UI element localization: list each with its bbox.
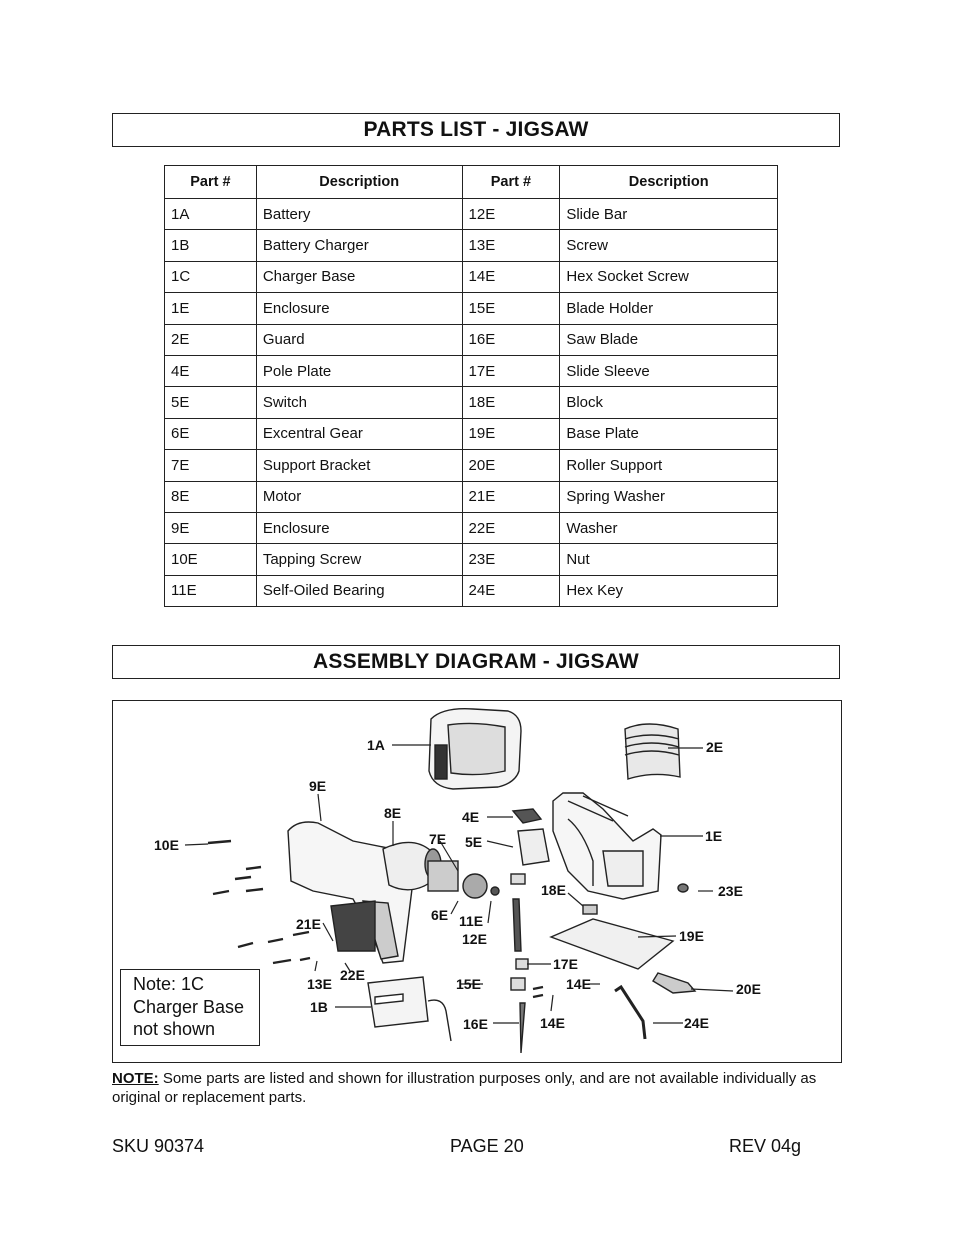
table-row bbox=[165, 355, 778, 386]
description-cell: Spring Washer bbox=[560, 481, 778, 512]
part-number-cell: 15E bbox=[462, 293, 560, 324]
callout-15E: 15E bbox=[456, 976, 481, 992]
part-number-cell: 1B bbox=[165, 230, 257, 261]
description-cell: Roller Support bbox=[560, 450, 778, 481]
header-part-number: Part # bbox=[462, 166, 560, 199]
saw-blade-drawing bbox=[520, 1003, 525, 1053]
description-cell: Tapping Screw bbox=[256, 544, 462, 575]
table-header-row bbox=[165, 166, 778, 199]
parts-list-title: PARTS LIST - JIGSAW bbox=[112, 113, 840, 147]
callout-8E: 8E bbox=[384, 805, 402, 821]
description-cell: Battery Charger bbox=[256, 230, 462, 261]
table-row bbox=[165, 450, 778, 481]
header-part-number: Part # bbox=[165, 166, 257, 199]
description-cell: Washer bbox=[560, 512, 778, 543]
description-cell: Slide Sleeve bbox=[560, 355, 778, 386]
description-cell: Enclosure bbox=[256, 512, 462, 543]
header-description: Description bbox=[256, 166, 462, 199]
callout-18E: 18E bbox=[541, 882, 566, 898]
callout-13E: 13E bbox=[307, 976, 332, 992]
description-cell: Slide Bar bbox=[560, 199, 778, 230]
part-number-cell: 2E bbox=[165, 324, 257, 355]
nut-drawing bbox=[678, 884, 688, 892]
part-number-cell: 18E bbox=[462, 387, 560, 418]
part-number-cell: 20E bbox=[462, 450, 560, 481]
roller-support-drawing bbox=[653, 973, 695, 993]
callout-9E: 9E bbox=[309, 778, 327, 794]
callout-23E: 23E bbox=[718, 883, 743, 899]
parts-table bbox=[164, 165, 778, 607]
description-cell: Saw Blade bbox=[560, 324, 778, 355]
description-cell: Enclosure bbox=[256, 293, 462, 324]
description-cell: Hex Key bbox=[560, 575, 778, 606]
part-number-cell: 13E bbox=[462, 230, 560, 261]
sku-number: SKU 90374 bbox=[112, 1136, 205, 1156]
part-number-cell: 8E bbox=[165, 481, 257, 512]
part-number-cell: 9E bbox=[165, 512, 257, 543]
part-number-cell: 12E bbox=[462, 199, 560, 230]
page-number: PAGE 20 bbox=[450, 1136, 524, 1156]
description-cell: Nut bbox=[560, 544, 778, 575]
part-number-cell: 14E bbox=[462, 261, 560, 292]
description-cell: Self-Oiled Bearing bbox=[256, 575, 462, 606]
guard-drawing bbox=[625, 724, 680, 779]
callout-22E: 22E bbox=[340, 967, 365, 983]
part-number-cell: 19E bbox=[462, 418, 560, 449]
callout-1A: 1A bbox=[367, 737, 385, 753]
switch-drawing bbox=[511, 809, 549, 884]
callout-17E: 17E bbox=[553, 956, 578, 972]
part-number-cell: 21E bbox=[462, 481, 560, 512]
callout-14E: 14E bbox=[566, 976, 591, 992]
table-row bbox=[165, 418, 778, 449]
assembly-diagram-title: ASSEMBLY DIAGRAM - JIGSAW bbox=[112, 645, 840, 679]
hex-key-drawing bbox=[615, 987, 645, 1039]
callout-6E: 6E bbox=[431, 907, 449, 923]
description-cell: Guard bbox=[256, 324, 462, 355]
callout-16E: 16E bbox=[463, 1016, 488, 1032]
charger-drawing bbox=[368, 977, 451, 1041]
callout-5E: 5E bbox=[465, 834, 483, 850]
battery-drawing bbox=[429, 709, 521, 789]
description-cell: Screw bbox=[560, 230, 778, 261]
callout-21E: 21E bbox=[296, 916, 321, 932]
callout-11E: 11E bbox=[459, 913, 484, 929]
callout-20E: 20E bbox=[736, 981, 761, 997]
part-number-cell: 24E bbox=[462, 575, 560, 606]
part-number-cell: 4E bbox=[165, 355, 257, 386]
note-line: not shown bbox=[133, 1019, 216, 1039]
callout-19E: 19E bbox=[679, 928, 704, 944]
part-number-cell: 1E bbox=[165, 293, 257, 324]
part-number-cell: 1A bbox=[165, 199, 257, 230]
part-number-cell: 1C bbox=[165, 261, 257, 292]
table-row bbox=[165, 512, 778, 543]
gear-drawing bbox=[428, 861, 499, 898]
description-cell: Motor bbox=[256, 481, 462, 512]
note-line: Note: 1C bbox=[133, 974, 205, 994]
part-number-cell: 22E bbox=[462, 512, 560, 543]
header-description: Description bbox=[560, 166, 778, 199]
description-cell: Pole Plate bbox=[256, 355, 462, 386]
callout-4E: 4E bbox=[462, 809, 480, 825]
enclosure-drawing bbox=[553, 793, 661, 899]
table-row bbox=[165, 481, 778, 512]
note-text: Some parts are listed and shown for illustration purposes only, and are not available individually as original or replacement parts. bbox=[112, 1070, 817, 1106]
part-number-cell: 16E bbox=[462, 324, 560, 355]
table-row bbox=[165, 293, 778, 324]
callout-1B: 1B bbox=[310, 999, 328, 1015]
part-number-cell: 23E bbox=[462, 544, 560, 575]
description-cell: Switch bbox=[256, 387, 462, 418]
description-cell: Hex Socket Screw bbox=[560, 261, 778, 292]
callout-14E: 14E bbox=[540, 1015, 565, 1031]
part-number-cell: 17E bbox=[462, 355, 560, 386]
blade-holder-drawing bbox=[511, 978, 525, 990]
callout-2E: 2E bbox=[706, 739, 724, 755]
note-label: NOTE: bbox=[112, 1070, 159, 1087]
description-cell: Charger Base bbox=[256, 261, 462, 292]
table-row bbox=[165, 387, 778, 418]
table-row bbox=[165, 230, 778, 261]
part-number-cell: 6E bbox=[165, 418, 257, 449]
callout-1E: 1E bbox=[705, 828, 723, 844]
callout-12E: 12E bbox=[462, 931, 487, 947]
part-number-cell: 7E bbox=[165, 450, 257, 481]
part-number-cell: 5E bbox=[165, 387, 257, 418]
slide-sleeve-drawing bbox=[516, 959, 528, 969]
table-row bbox=[165, 199, 778, 230]
slide-bar-drawing bbox=[513, 899, 521, 951]
block-drawing bbox=[583, 905, 597, 914]
table-row bbox=[165, 324, 778, 355]
part-number-cell: 10E bbox=[165, 544, 257, 575]
description-cell: Base Plate bbox=[560, 418, 778, 449]
revision: REV 04g bbox=[729, 1136, 802, 1156]
callout-7E: 7E bbox=[429, 831, 447, 847]
table-row bbox=[165, 575, 778, 606]
availability-note bbox=[112, 1069, 852, 1107]
enclosure-half-drawing bbox=[288, 822, 413, 963]
description-cell: Battery bbox=[256, 199, 462, 230]
description-cell: Block bbox=[560, 387, 778, 418]
callout-10E: 10E bbox=[154, 837, 179, 853]
charger-base-note bbox=[120, 969, 260, 1046]
assembly-diagram bbox=[112, 700, 842, 1063]
table-row bbox=[165, 261, 778, 292]
table-row bbox=[165, 544, 778, 575]
callout-24E: 24E bbox=[684, 1015, 709, 1031]
note-line: Charger Base bbox=[133, 996, 245, 1017]
description-cell: Support Bracket bbox=[256, 450, 462, 481]
part-number-cell: 11E bbox=[165, 575, 257, 606]
description-cell: Excentral Gear bbox=[256, 418, 462, 449]
description-cell: Blade Holder bbox=[560, 293, 778, 324]
